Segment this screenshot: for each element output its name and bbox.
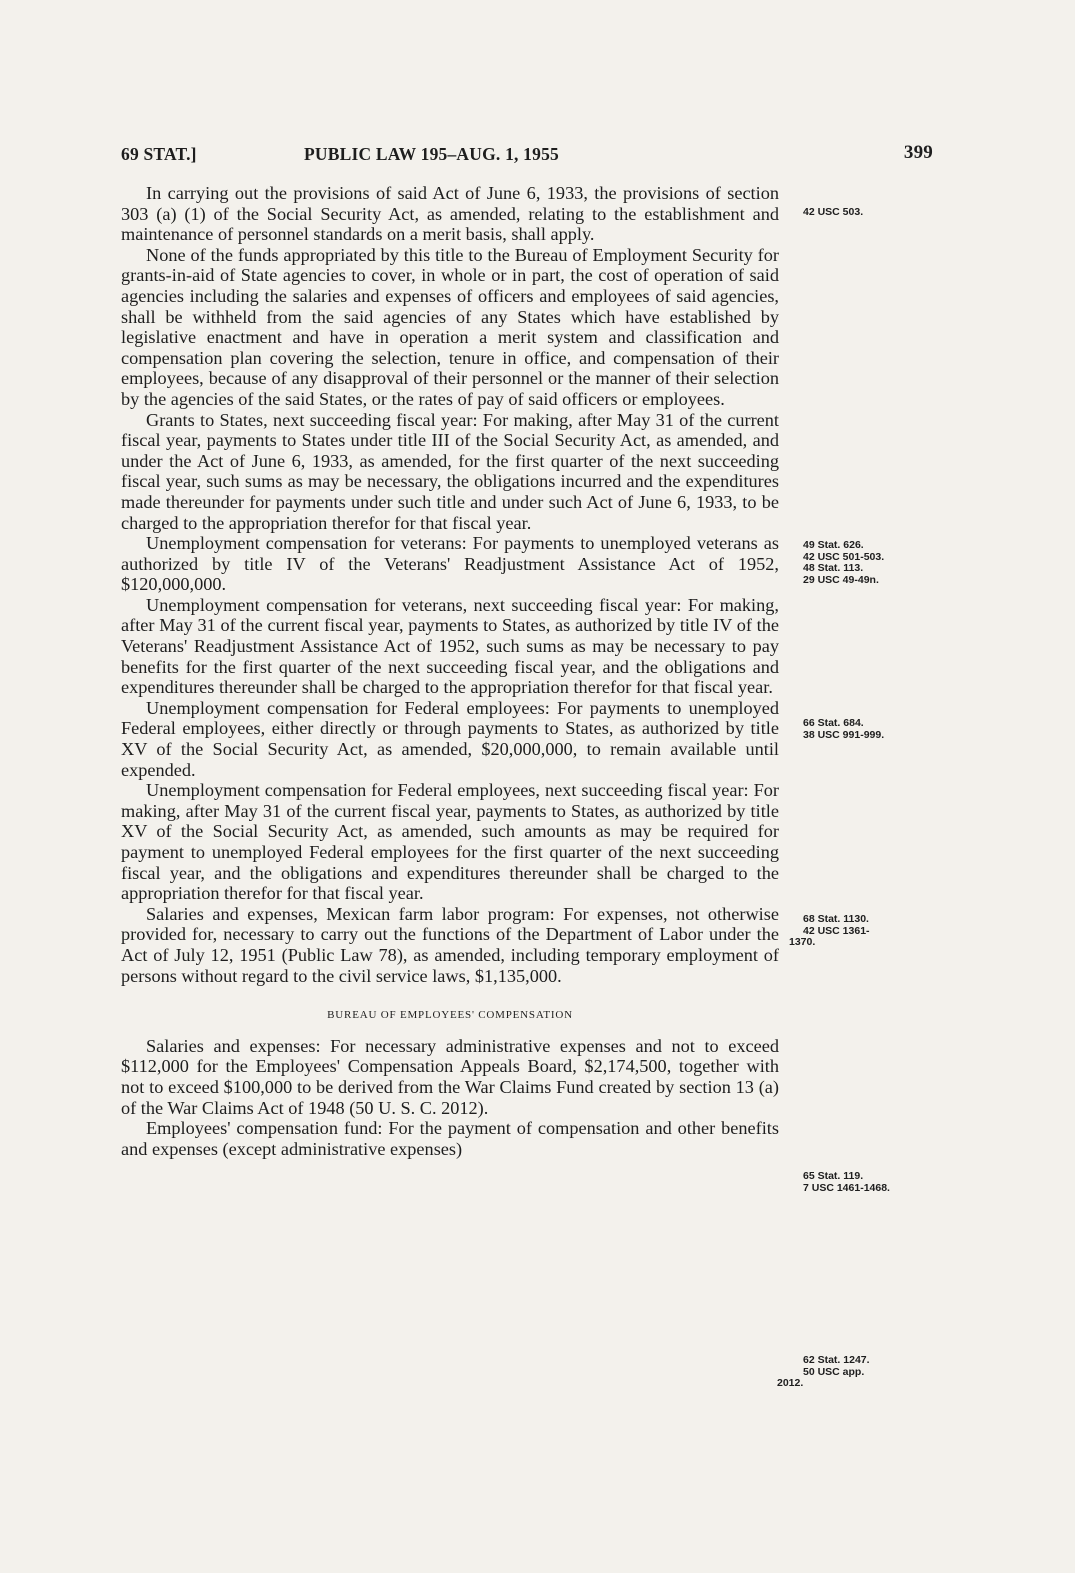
margin-note-line: 42 USC 501-503. xyxy=(803,550,885,563)
margin-note-line: 42 USC 1361- xyxy=(803,924,870,937)
paragraph: Unemployment compensation for Federal employees: For payments to unemployed Federal employees, either directly or through payments to States, as authorized by title XV of the Social Security Act, as amended, $20,000,000, to remain available until expended. xyxy=(121,697,779,780)
header-title: PUBLIC LAW 195–AUG. 1, 1955 xyxy=(304,144,559,164)
paragraph: Unemployment compensation for Federal employees, next succeeding fiscal year: For making, after May 31 of the current fiscal year, payments to States, as authorized by title XV of the Social Security Act, as amended, such amounts as may be required for payment to unemployed Federal employees for the first quarter of the next succeeding fiscal year, and the obligations and expenditures thereunder shall be charged to the appropriation therefor for that fiscal year. xyxy=(121,780,779,904)
margin-note-line: 49 Stat. 626. xyxy=(803,539,864,551)
paragraph: Unemployment compensation for veterans: For payments to unemployed veterans as authorized by title IV of the Veterans' Readjustment Assistance Act of 1952, $120,000,000. xyxy=(121,533,779,595)
margin-note xyxy=(803,1171,928,1194)
margin-note-line: 48 Stat. 113. xyxy=(803,562,864,574)
margin-note-line: 50 USC app. xyxy=(803,1365,865,1378)
paragraph: Salaries and expenses, Mexican farm labor program: For expenses, not otherwise provided for, necessary to carry out the functions of the Department of Labor under the Act of July 12, 1951 (Public Law 78), as amended, including temporary employment of persons without regard to the civil service laws, $1,135,000. xyxy=(121,903,779,986)
margin-note-line: 65 Stat. 119. xyxy=(803,1170,864,1182)
margin-note xyxy=(789,913,928,949)
margin-note xyxy=(803,207,928,219)
section-heading: BUREAU OF EMPLOYEES' COMPENSATION xyxy=(327,1009,573,1022)
margin-note-line: 2012. xyxy=(777,1377,804,1389)
margin-note-line: 29 USC 49-49n. xyxy=(803,573,879,586)
margin-note xyxy=(803,718,928,741)
paragraph: Salaries and expenses: For necessary administrative expenses and not to exceed $112,000 for the Employees' Compensation Appeals Board, $2,174,500, together with not to exceed $100,000 to be derived from the War Claims Fund created by section 13 (a) of the War Claims Act of 1948 (50 U. S. C. 2012). xyxy=(121,1035,779,1118)
margin-note-line: 38 USC 991-999. xyxy=(803,728,885,741)
paragraph: Grants to States, next succeeding fiscal year: For making, after May 31 of the current fiscal year, payments to States under title III of the Social Security Act, as amended, and under the Act of June 6, 1933, as amended, for the first quarter of the next succeeding fiscal year, such sums as may be necessary, the obligations incurred and the expenditures made thereunder for payments under such title and under such Act of June 6, 1933, to be charged to the appropriation therefor for that fiscal year. xyxy=(121,409,779,533)
margin-note-line: 62 Stat. 1247. xyxy=(803,1354,870,1366)
paragraph: None of the funds appropriated by this title to the Bureau of Employment Security for grants-in-aid of State agencies to cover, in whole or in part, the cost of operation of said agencies including the salaries and expenses of officers and employees of said agencies, shall be withheld from the said agencies of any States which have established by legislative enactment and have in operation a merit system and classification and compensation plan covering the selection, tenure in office, and compensation of their employees, because of any disapproval of their personnel or the manner of their selection by the agencies of the said States, or the rates of pay of said officers or employees. xyxy=(121,244,779,409)
margin-note-line: 7 USC 1461-1468. xyxy=(803,1181,890,1194)
paragraph: Unemployment compensation for veterans, next succeeding fiscal year: For making, after May 31 of the current fiscal year, payments to States, as authorized by title IV of the Veterans' Readjustment Assistance Act of 1952, such sums as may be necessary to pay benefits for the first quarter of the next succeeding fiscal year, and the obligations and expenditures thereunder shall be charged to the appropriation therefor for that fiscal year. xyxy=(121,594,779,698)
margin-note xyxy=(803,540,928,586)
page-number: 399 xyxy=(903,142,933,163)
margin-note-line: 42 USC 503. xyxy=(803,206,864,218)
paragraph: Employees' compensation fund: For the payment of compensation and other benefits and expenses (except administrative expenses) xyxy=(121,1118,779,1159)
margin-note-line: 66 Stat. 684. xyxy=(803,717,864,729)
header-volume: 69 STAT.] xyxy=(121,144,197,164)
margin-note-line: 68 Stat. 1130. xyxy=(803,913,869,925)
body-text xyxy=(121,183,779,1159)
margin-note xyxy=(777,1354,928,1390)
margin-note-line: 1370. xyxy=(789,936,816,948)
paragraph: In carrying out the provisions of said Act of June 6, 1933, the provisions of section 303 (a) (1) of the Social Security Act, as amended, relating to the establishment and maintenance of personnel standards on a merit basis, shall apply. xyxy=(121,183,779,245)
page-header xyxy=(121,144,933,168)
